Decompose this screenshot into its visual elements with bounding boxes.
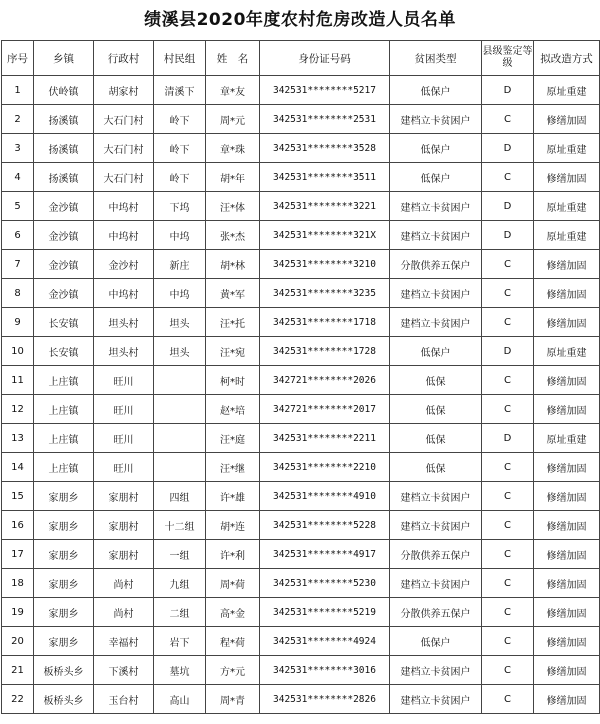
- cell-group: 岩下: [154, 627, 206, 656]
- cell-index: 3: [2, 134, 34, 163]
- cell-renovation: 修缮加固: [534, 163, 600, 192]
- cell-renovation: 修缮加固: [534, 308, 600, 337]
- cell-id-number: 342531********5217: [260, 76, 390, 105]
- table-row: [2, 424, 600, 453]
- col-header-renovation: 拟改造方式: [534, 41, 600, 76]
- cell-grade: D: [482, 337, 534, 366]
- cell-id-number: 342531********2531: [260, 105, 390, 134]
- cell-poverty-type: 分散供养五保户: [390, 540, 482, 569]
- cell-poverty-type: 分散供养五保户: [390, 598, 482, 627]
- cell-renovation: 修缮加固: [534, 540, 600, 569]
- cell-id-number: 342531********3235: [260, 279, 390, 308]
- cell-index: 22: [2, 685, 34, 714]
- cell-id-number: 342531********2211: [260, 424, 390, 453]
- cell-village: 中坞村: [94, 192, 154, 221]
- cell-index: 7: [2, 250, 34, 279]
- table-row: [2, 192, 600, 221]
- cell-town: 扬溪镇: [34, 163, 94, 192]
- cell-id-number: 342531********2826: [260, 685, 390, 714]
- cell-index: 4: [2, 163, 34, 192]
- cell-renovation: 原址重建: [534, 337, 600, 366]
- table-row: [2, 482, 600, 511]
- cell-village: 金沙村: [94, 250, 154, 279]
- cell-id-number: 342721********2026: [260, 366, 390, 395]
- cell-name: 许*雄: [206, 482, 260, 511]
- cell-name: 汪*庭: [206, 424, 260, 453]
- cell-village: 旺川: [94, 453, 154, 482]
- cell-poverty-type: 低保: [390, 395, 482, 424]
- cell-group: 下坞: [154, 192, 206, 221]
- cell-id-number: 342531********5219: [260, 598, 390, 627]
- cell-index: 16: [2, 511, 34, 540]
- cell-grade: C: [482, 569, 534, 598]
- cell-village: 尚村: [94, 598, 154, 627]
- cell-village: 家朋村: [94, 540, 154, 569]
- cell-index: 5: [2, 192, 34, 221]
- cell-grade: C: [482, 105, 534, 134]
- col-header-index: 序号: [2, 41, 34, 76]
- cell-town: 金沙镇: [34, 250, 94, 279]
- cell-name: 黄*军: [206, 279, 260, 308]
- cell-grade: C: [482, 511, 534, 540]
- cell-town: 上庄镇: [34, 366, 94, 395]
- cell-poverty-type: 建档立卡贫困户: [390, 105, 482, 134]
- cell-renovation: 修缮加固: [534, 453, 600, 482]
- cell-name: 周*元: [206, 105, 260, 134]
- cell-village: 中坞村: [94, 279, 154, 308]
- cell-id-number: 342531********3221: [260, 192, 390, 221]
- cell-renovation: 修缮加固: [534, 569, 600, 598]
- cell-town: 扬溪镇: [34, 105, 94, 134]
- col-header-town: 乡镇: [34, 41, 94, 76]
- table-row: [2, 656, 600, 685]
- table-body: [2, 76, 600, 714]
- cell-group: 岭下: [154, 105, 206, 134]
- cell-group: 坦头: [154, 337, 206, 366]
- cell-town: 金沙镇: [34, 192, 94, 221]
- cell-grade: C: [482, 395, 534, 424]
- cell-village: 家朋村: [94, 482, 154, 511]
- cell-renovation: 修缮加固: [534, 656, 600, 685]
- cell-village: 胡家村: [94, 76, 154, 105]
- col-header-name: 姓 名: [206, 41, 260, 76]
- table-row: [2, 105, 600, 134]
- table-row: [2, 540, 600, 569]
- cell-id-number: 342531********5230: [260, 569, 390, 598]
- cell-name: 章*友: [206, 76, 260, 105]
- cell-name: 胡*连: [206, 511, 260, 540]
- cell-village: 家朋村: [94, 511, 154, 540]
- cell-name: 程*荷: [206, 627, 260, 656]
- cell-renovation: 修缮加固: [534, 250, 600, 279]
- cell-town: 家朋乡: [34, 482, 94, 511]
- cell-group: 岭下: [154, 134, 206, 163]
- header-row: [2, 41, 600, 76]
- cell-poverty-type: 建档立卡贫困户: [390, 192, 482, 221]
- cell-name: 周*荷: [206, 569, 260, 598]
- cell-grade: C: [482, 540, 534, 569]
- cell-id-number: 342531********3016: [260, 656, 390, 685]
- table-row: [2, 279, 600, 308]
- table-row: [2, 366, 600, 395]
- cell-id-number: 342531********321X: [260, 221, 390, 250]
- cell-poverty-type: 低保户: [390, 134, 482, 163]
- cell-name: 高*金: [206, 598, 260, 627]
- cell-renovation: 修缮加固: [534, 482, 600, 511]
- cell-town: 金沙镇: [34, 279, 94, 308]
- cell-poverty-type: 建档立卡贫困户: [390, 511, 482, 540]
- cell-name: 汪*宛: [206, 337, 260, 366]
- cell-grade: C: [482, 163, 534, 192]
- cell-poverty-type: 低保户: [390, 163, 482, 192]
- cell-index: 2: [2, 105, 34, 134]
- cell-id-number: 342721********2017: [260, 395, 390, 424]
- cell-town: 板桥头乡: [34, 656, 94, 685]
- cell-poverty-type: 低保: [390, 424, 482, 453]
- cell-village: 幸福村: [94, 627, 154, 656]
- cell-grade: C: [482, 598, 534, 627]
- cell-grade: C: [482, 279, 534, 308]
- cell-poverty-type: 建档立卡贫困户: [390, 279, 482, 308]
- cell-renovation: 修缮加固: [534, 395, 600, 424]
- cell-index: 11: [2, 366, 34, 395]
- cell-name: 赵*培: [206, 395, 260, 424]
- cell-grade: C: [482, 482, 534, 511]
- cell-town: 金沙镇: [34, 221, 94, 250]
- col-header-village: 行政村: [94, 41, 154, 76]
- cell-index: 8: [2, 279, 34, 308]
- cell-renovation: 修缮加固: [534, 511, 600, 540]
- cell-group: 中坞: [154, 221, 206, 250]
- cell-id-number: 342531********3528: [260, 134, 390, 163]
- cell-index: 15: [2, 482, 34, 511]
- cell-group: 清溪下: [154, 76, 206, 105]
- cell-village: 下溪村: [94, 656, 154, 685]
- cell-index: 14: [2, 453, 34, 482]
- cell-poverty-type: 建档立卡贫困户: [390, 656, 482, 685]
- cell-name: 章*珠: [206, 134, 260, 163]
- cell-id-number: 342531********1728: [260, 337, 390, 366]
- cell-group: [154, 395, 206, 424]
- cell-name: 胡*年: [206, 163, 260, 192]
- table-row: [2, 598, 600, 627]
- cell-index: 9: [2, 308, 34, 337]
- cell-group: 四组: [154, 482, 206, 511]
- cell-name: 柯*时: [206, 366, 260, 395]
- table-row: [2, 221, 600, 250]
- cell-village: 旺川: [94, 395, 154, 424]
- cell-name: 汪*继: [206, 453, 260, 482]
- cell-id-number: 342531********4924: [260, 627, 390, 656]
- cell-renovation: 修缮加固: [534, 366, 600, 395]
- cell-grade: C: [482, 366, 534, 395]
- cell-village: 旺川: [94, 424, 154, 453]
- cell-id-number: 342531********2210: [260, 453, 390, 482]
- col-header-grade: 县级鉴定等级: [482, 41, 534, 76]
- cell-name: 许*利: [206, 540, 260, 569]
- cell-name: 方*元: [206, 656, 260, 685]
- cell-village: 坦头村: [94, 337, 154, 366]
- cell-group: [154, 424, 206, 453]
- cell-group: 坦头: [154, 308, 206, 337]
- cell-name: 胡*林: [206, 250, 260, 279]
- cell-village: 大石门村: [94, 163, 154, 192]
- cell-town: 家朋乡: [34, 627, 94, 656]
- cell-renovation: 原址重建: [534, 76, 600, 105]
- cell-id-number: 342531********5228: [260, 511, 390, 540]
- cell-renovation: 修缮加固: [534, 279, 600, 308]
- cell-village: 玉台村: [94, 685, 154, 714]
- cell-group: 岭下: [154, 163, 206, 192]
- roster-table: [1, 40, 600, 714]
- table-row: [2, 76, 600, 105]
- cell-index: 18: [2, 569, 34, 598]
- cell-village: 旺川: [94, 366, 154, 395]
- cell-town: 板桥头乡: [34, 685, 94, 714]
- cell-group: 高山: [154, 685, 206, 714]
- cell-village: 坦头村: [94, 308, 154, 337]
- cell-village: 大石门村: [94, 134, 154, 163]
- cell-grade: C: [482, 656, 534, 685]
- cell-renovation: 原址重建: [534, 221, 600, 250]
- cell-poverty-type: 低保户: [390, 337, 482, 366]
- cell-index: 21: [2, 656, 34, 685]
- cell-renovation: 修缮加固: [534, 105, 600, 134]
- table-row: [2, 685, 600, 714]
- cell-id-number: 342531********3210: [260, 250, 390, 279]
- cell-poverty-type: 低保: [390, 366, 482, 395]
- cell-town: 家朋乡: [34, 569, 94, 598]
- table-row: [2, 569, 600, 598]
- cell-name: 汪*体: [206, 192, 260, 221]
- cell-renovation: 修缮加固: [534, 598, 600, 627]
- cell-name: 张*杰: [206, 221, 260, 250]
- cell-village: 尚村: [94, 569, 154, 598]
- cell-poverty-type: 建档立卡贫困户: [390, 685, 482, 714]
- cell-index: 12: [2, 395, 34, 424]
- page-title: 绩溪县2020年度农村危房改造人员名单: [144, 10, 456, 30]
- cell-id-number: 342531********4917: [260, 540, 390, 569]
- cell-group: 墓坑: [154, 656, 206, 685]
- table-row: [2, 453, 600, 482]
- cell-grade: D: [482, 221, 534, 250]
- cell-grade: C: [482, 250, 534, 279]
- cell-index: 6: [2, 221, 34, 250]
- cell-village: 中坞村: [94, 221, 154, 250]
- cell-group: [154, 366, 206, 395]
- cell-grade: C: [482, 453, 534, 482]
- cell-grade: D: [482, 424, 534, 453]
- table-row: [2, 511, 600, 540]
- cell-town: 家朋乡: [34, 511, 94, 540]
- cell-index: 10: [2, 337, 34, 366]
- cell-town: 上庄镇: [34, 395, 94, 424]
- cell-id-number: 342531********4910: [260, 482, 390, 511]
- cell-grade: D: [482, 192, 534, 221]
- table-row: [2, 337, 600, 366]
- cell-poverty-type: 建档立卡贫困户: [390, 308, 482, 337]
- cell-poverty-type: 低保: [390, 453, 482, 482]
- cell-village: 大石门村: [94, 105, 154, 134]
- cell-poverty-type: 建档立卡贫困户: [390, 482, 482, 511]
- cell-town: 家朋乡: [34, 540, 94, 569]
- cell-grade: D: [482, 134, 534, 163]
- cell-index: 19: [2, 598, 34, 627]
- cell-town: 家朋乡: [34, 598, 94, 627]
- table-row: [2, 163, 600, 192]
- cell-poverty-type: 低保户: [390, 627, 482, 656]
- cell-index: 13: [2, 424, 34, 453]
- table-row: [2, 627, 600, 656]
- cell-group: 九组: [154, 569, 206, 598]
- cell-group: 一组: [154, 540, 206, 569]
- cell-group: [154, 453, 206, 482]
- cell-renovation: 修缮加固: [534, 685, 600, 714]
- table-row: [2, 308, 600, 337]
- cell-renovation: 原址重建: [534, 424, 600, 453]
- cell-town: 伏岭镇: [34, 76, 94, 105]
- cell-index: 20: [2, 627, 34, 656]
- cell-poverty-type: 建档立卡贫困户: [390, 569, 482, 598]
- cell-grade: C: [482, 685, 534, 714]
- cell-renovation: 原址重建: [534, 192, 600, 221]
- cell-poverty-type: 建档立卡贫困户: [390, 221, 482, 250]
- cell-index: 17: [2, 540, 34, 569]
- cell-grade: D: [482, 76, 534, 105]
- cell-id-number: 342531********3511: [260, 163, 390, 192]
- cell-grade: C: [482, 308, 534, 337]
- cell-poverty-type: 分散供养五保户: [390, 250, 482, 279]
- table-row: [2, 134, 600, 163]
- cell-town: 扬溪镇: [34, 134, 94, 163]
- cell-town: 上庄镇: [34, 453, 94, 482]
- col-header-group: 村民组: [154, 41, 206, 76]
- cell-group: 中坞: [154, 279, 206, 308]
- cell-name: 汪*托: [206, 308, 260, 337]
- table-row: [2, 250, 600, 279]
- cell-renovation: 修缮加固: [534, 627, 600, 656]
- table-row: [2, 395, 600, 424]
- cell-poverty-type: 低保户: [390, 76, 482, 105]
- cell-grade: C: [482, 627, 534, 656]
- cell-group: 新庄: [154, 250, 206, 279]
- cell-town: 长安镇: [34, 308, 94, 337]
- cell-group: 二组: [154, 598, 206, 627]
- cell-id-number: 342531********1718: [260, 308, 390, 337]
- cell-group: 十二组: [154, 511, 206, 540]
- col-header-poverty-type: 贫困类型: [390, 41, 482, 76]
- cell-town: 上庄镇: [34, 424, 94, 453]
- cell-town: 长安镇: [34, 337, 94, 366]
- cell-index: 1: [2, 76, 34, 105]
- cell-name: 周*青: [206, 685, 260, 714]
- col-header-id-number: 身份证号码: [260, 41, 390, 76]
- cell-renovation: 原址重建: [534, 134, 600, 163]
